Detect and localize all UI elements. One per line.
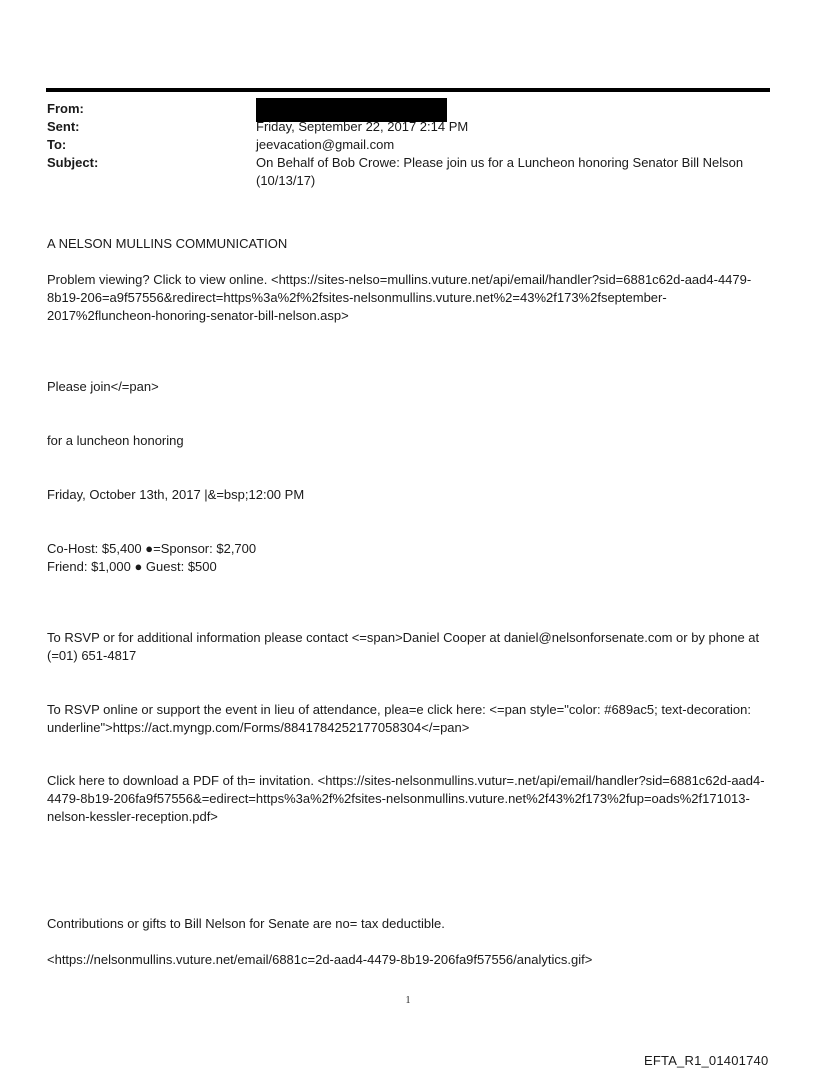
body-paragraph-5: Friday, October 13th, 2017 |&=bsp;12:00 PM: [47, 487, 305, 502]
body-paragraph-6a: Co-Host: $5,400 ●=Sponsor: $2,700: [47, 541, 257, 556]
body-paragraph-3: Please join</=pan>: [47, 379, 159, 394]
body-paragraph-10: Contributions or gifts to Bill Nelson for Senate are no= tax deductible.: [47, 916, 445, 931]
body-paragraph-2: Problem viewing? Click to view online. <https://sites-nelso=mullins.vuture.net/api/email/handler?sid=6881c62d-aad4-4479-8b19-206=a9f57556&redirect=https%3a%2f%2fsites-nelsonmullins.vuture.net%2=43%2f173%2fseptember-2017%2fluncheon-honoring-senator-bill-nelson.asp>: [47, 272, 752, 323]
subject-row: [47, 154, 771, 190]
body-paragraph-1: A NELSON MULLINS COMMUNICATION: [47, 236, 288, 251]
email-header: [47, 100, 771, 190]
to-label: To:: [47, 137, 67, 152]
body-paragraph-7: To RSVP or for additional information please contact <=span>Daniel Cooper at daniel@nelsonforsenate.com or by phone at (=01) 651-4817: [47, 630, 760, 663]
subject-value: On Behalf of Bob Crowe: Please join us for a Luncheon honoring Senator Bill Nelson (10/13/17): [256, 155, 744, 188]
from-row: [47, 100, 771, 118]
page-number: 1: [405, 995, 411, 1006]
header-rule: [46, 88, 770, 92]
sent-label: Sent:: [47, 119, 80, 134]
body-paragraph-9: Click here to download a PDF of th= invitation. <https://sites-nelsonmullins.vutur=.net/api/email/handler?sid=6881c62d-aad4-4479-8b19-206fa9f57556&=edirect=https%3a%2f%2fsites-nelsonmullins.vuture.net%2f43%2f173%2fup=oads%2f171013-nelson-kessler-reception.pdf>: [47, 773, 765, 824]
body-paragraph-11: <https://nelsonmullins.vuture.net/email/6881c=2d-aad4-4479-8b19-206fa9f57556/analytics.gif>: [47, 952, 593, 967]
from-value: [256, 101, 447, 116]
body-paragraph-8: To RSVP online or support the event in lieu of attendance, plea=e click here: <=pan style="color: #689ac5; text-decoration: underline">https://act.myngp.com/Forms/8841784252177058304</=pan>: [47, 702, 751, 735]
bates-number: EFTA_R1_01401740: [644, 1053, 769, 1068]
to-row: [47, 136, 771, 154]
to-value: jeevacation@gmail.com: [256, 137, 395, 152]
body-paragraph-6b: Friend: $1,000 ● Guest: $500: [47, 559, 217, 574]
body-paragraph-4: for a luncheon honoring: [47, 433, 184, 448]
sent-row: [47, 118, 771, 136]
from-label: From:: [47, 101, 84, 116]
subject-label: Subject:: [47, 155, 99, 170]
sent-value: Friday, September 22, 2017 2:14 PM: [256, 119, 469, 134]
